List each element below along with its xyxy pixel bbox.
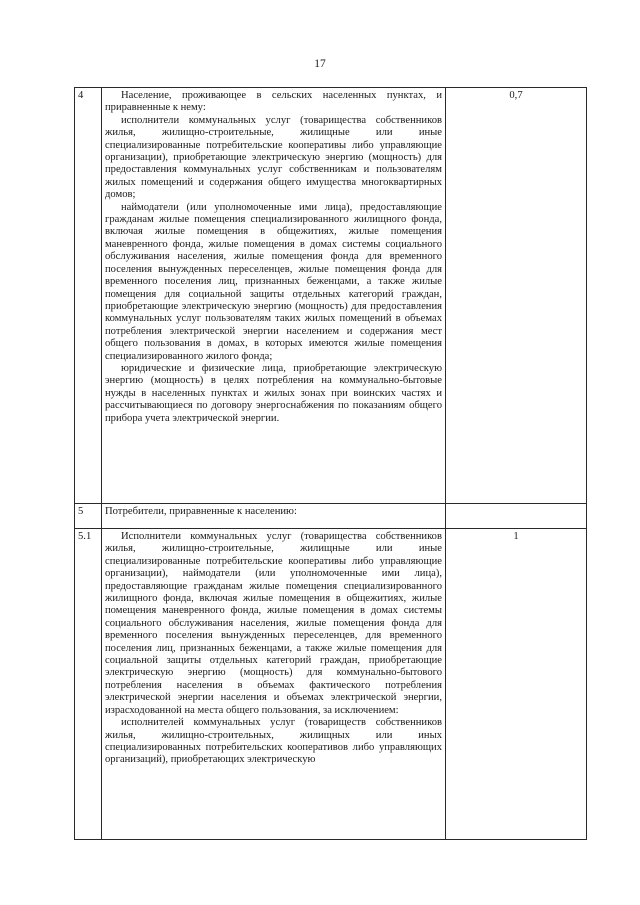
paragraph: Население, проживающее в сельских населенных пунктах, и приравненные к нему:: [105, 90, 442, 114]
table-row: [75, 504, 587, 529]
paragraph: исполнителей коммунальных услуг (товариществ собственников жилья, жилищно-строительных, жилищных или иных специализированных потребительских кооперативов либо управляющих организаций), приобретающих электрическую: [105, 717, 442, 766]
row-coefficient-cell: 0,7: [446, 88, 587, 504]
table-row: [75, 88, 587, 504]
row-coefficient-cell: 1: [446, 529, 587, 840]
row-number-cell: 5.1: [75, 529, 102, 840]
paragraph: наймодатели (или уполномоченные ими лица), предоставляющие гражданам жилые помещения специализированного жилищного фонда, включая жилые помещения в общежитиях, жилые помещения маневренного фонда, жилые помещения в домах системы социального обслуживания населения, жилые помещения фонда для временного поселения вынужденных переселенцев, жилые помещения фонда для временного поселения лиц, признанных беженцами, а также жилые помещения для социальной защиты отдельных категорий граждан, приобретающие электрическую энергию (мощность) для предоставления коммунальных услуг пользователям таких жилых помещений в объемах потребления электрической энергии населением и содержания мест общего пользования в домах, в которых имеются жилые помещения специализированного жилого фонда;: [105, 201, 442, 362]
row-number-cell: 5: [75, 504, 102, 529]
row-number-cell: 4: [75, 88, 102, 504]
tariff-table: [74, 87, 587, 840]
paragraph: Исполнители коммунальных услуг (товарищества собственников жилья, жилищно-строительные, жилищные или иные специализированные потребительские кооперативы либо управляющие организации), наймодатели (или уполномоченные ими лица), предоставляющие гражданам жилые помещения специализированного жилищного фонда, включая жилые помещения в общежитиях, жилые помещения маневренного фонда, жилые помещения в домах системы социального обслуживания населения, жилые помещения фонда для временного поселения вынужденных переселенцев, для временного поселения лиц, признанных беженцами, а также жилые помещения для социальной защиты отдельных категорий граждан, приобретающие электрическую энергию (мощность) для коммунально-бытового потребления населения в объемах фактического потребления электрической энергии населения и объемах электрической энергии, израсходованной на места общего пользования, за исключением:: [105, 531, 442, 716]
page-number: 17: [314, 58, 326, 70]
paragraph: Потребители, приравненные к населению:: [105, 506, 297, 517]
paragraph: юридические и физические лица, приобретающие электрическую энергию (мощность) в целях потребления на коммунально-бытовые нужды в населенных пунктах и жилых зонах при воинских частях и рассчитывающиеся по договору энергоснабжения по показаниям общего прибора учета электрической энергии.: [105, 362, 442, 424]
row-description-cell: [102, 88, 446, 504]
row-description-cell: [102, 529, 446, 840]
paragraph: исполнители коммунальных услуг (товарищества собственников жилья, жилищно-строительные, жилищные или иные специализированные потребительские кооперативы либо управляющие организации), приобретающие электрическую энергию (мощность) для предоставления коммунальных услуг собственникам и пользователям жилых помещений и содержания общего имущества многоквартирных домов;: [105, 114, 442, 201]
row-coefficient-cell: [446, 504, 587, 529]
row-description-cell: [102, 504, 446, 529]
table-row: [75, 529, 587, 840]
